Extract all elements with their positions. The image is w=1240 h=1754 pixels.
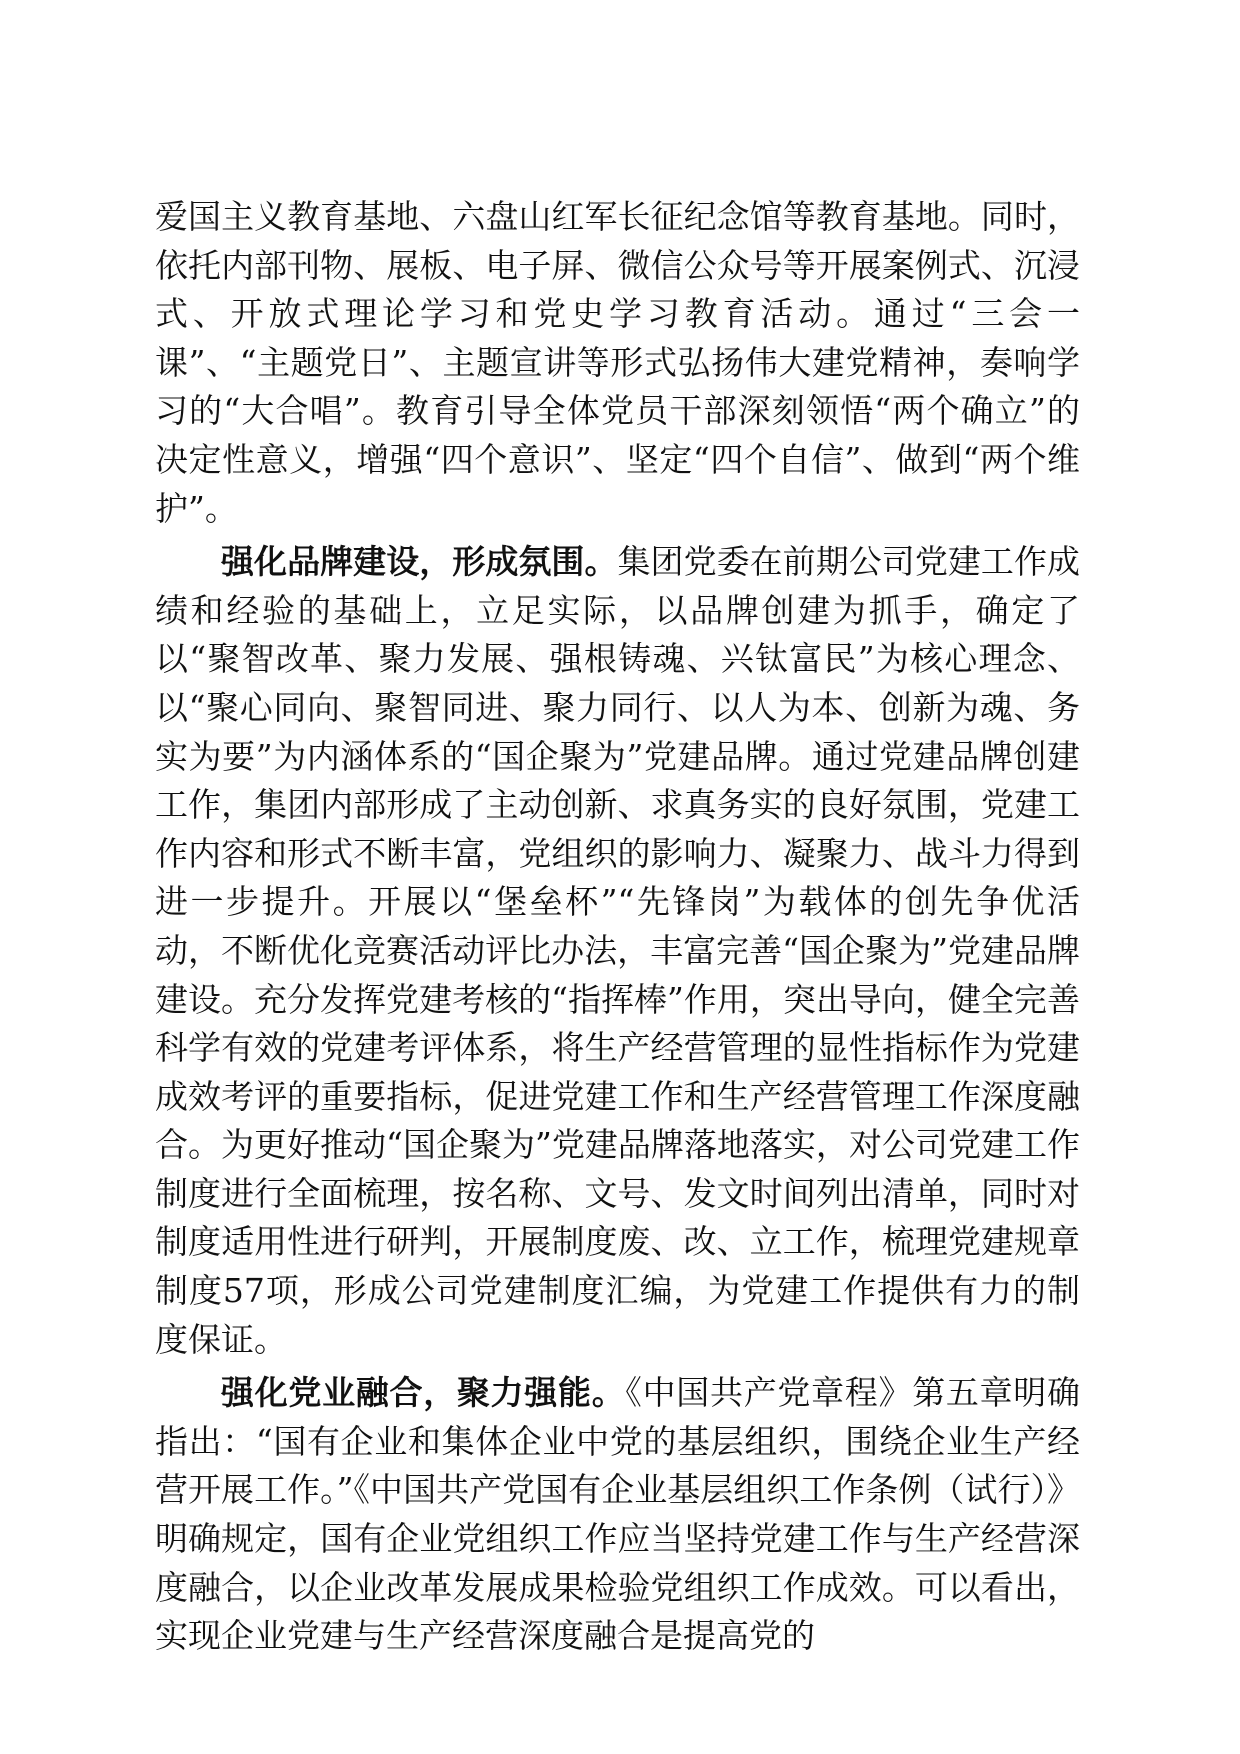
paragraph-lead-heading: 强化党业融合，聚力强能。 [221, 1373, 626, 1413]
paragraph-party-business-integration [155, 1369, 1080, 1661]
document-body [155, 193, 1080, 1661]
paragraph-text: 爱国主义教育基地、六盘山红军长征纪念馆等教育基地。同时，依托内部刊物、展板、电子屏、微信公众号等开展案例式、沉浸式、开放式理论学习和党史学习教育活动。通过“三会一课”、“主题党日”、主题宣讲等形式弘扬伟大建党精神，奏响学习的“大合唱”。教育引导全体党员干部深刻领悟“两个确立”的决定性意义，增强“四个意识”、坚定“四个自信”、做到“两个维护”。 [155, 197, 1080, 528]
paragraph-education-bases [155, 193, 1080, 533]
paragraph-lead-heading: 强化品牌建设，形成氛围。 [221, 542, 618, 582]
paragraph-text: 集团党委在前期公司党建工作成绩和经验的基础上，立足实际，以品牌创建为抓手，确定了以“聚智改革、聚力发展、强根铸魂、兴钛富民”为核心理念、以“聚心同向、聚智同进、聚力同行、以人为本、创新为魂、务实为要”为内涵体系的“国企聚为”党建品牌。通过党建品牌创建工作，集团内部形成了主动创新、求真务实的良好氛围，党建工作内容和形式不断丰富，党组织的影响力、凝聚力、战斗力得到进一步提升。开展以“堡垒杯”“先锋岗”为载体的创先争优活动，不断优化竞赛活动评比办法，丰富完善“国企聚为”党建品牌建设。充分发挥党建考核的“指挥棒”作用，突出导向，健全完善科学有效的党建考评体系，将生产经营管理的显性指标作为党建成效考评的重要指标，促进党建工作和生产经营管理工作深度融合。为更好推动“国企聚为”党建品牌落地落实，对公司党建工作制度进行全面梳理，按名称、文号、发文时间列出清单，同时对制度适用性进行研判，开展制度废、改、立工作，梳理党建规章制度57项，形成公司党建制度汇编，为党建工作提供有力的制度保证。 [155, 542, 1081, 1359]
paragraph-text: 《中国共产党章程》第五章明确指出：“国有企业和集体企业中党的基层组织，围绕企业生产经营开展工作。”《中国共产党国有企业基层组织工作条例（试行）》明确规定，国有企业党组织工作应当坚持党建工作与生产经营深度融合，以企业改革发展成果检验党组织工作成效。可以看出，实现企业党建与生产经营深度融合是提高党的 [155, 1373, 1081, 1656]
paragraph-brand-building [155, 538, 1080, 1364]
